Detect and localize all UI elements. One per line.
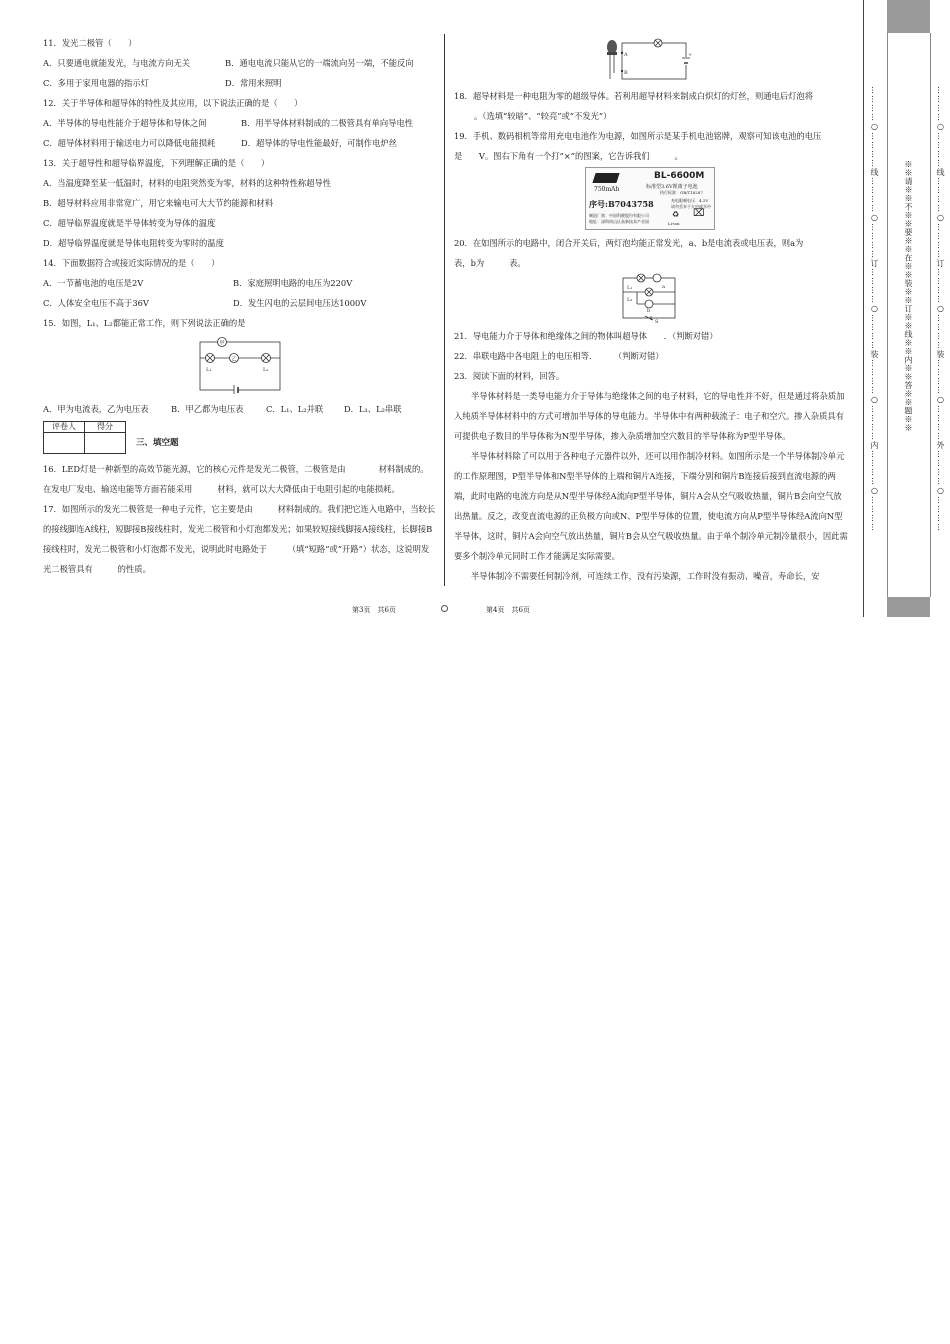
q14-stem: 14．下面数据符合或接近实际情况的是（ ） — [43, 258, 220, 268]
q17-led-circuit-diagram — [600, 35, 695, 85]
q11-stem: 11．发光二极管（ ） — [43, 38, 137, 48]
q20-switch-s: S — [655, 319, 659, 324]
q12-option-b: B．用半导体材料制成的二极管具有单向导电性 — [241, 118, 414, 128]
q17-terminal-a: A — [624, 52, 628, 58]
q17-terminal-b: B — [624, 70, 628, 76]
q17-text: 17．如图所示的发光二极管是一种电子元件，它主要是由 材料制成的。我们把它连入电路中，当较长的接线脚连A线柱，短脚接B接线柱时，发光二极管和小灯泡都发光；如果较短接线脚接A接线柱，长脚接B接线柱时，发光二极管和小灯泡都不发光，说明此时电路处于 （填“短路”或“开路”）状态，这说明发光二极管具有 的性质。 — [43, 504, 436, 574]
q20-lamp-l1: L₁ — [627, 285, 633, 291]
q20-text-line2: 表，b为 表。 — [454, 258, 526, 268]
q13-option-c: C．超导临界温度就是半导体转变为导体的温度 — [43, 218, 216, 228]
q17-battery-plus: + — [688, 52, 693, 58]
q20-meter-a: a — [662, 284, 665, 290]
q13-option-d: D．超导临界温度就是导体电阻转变为零时的温度 — [43, 238, 224, 248]
margin-dotted-line-outer: …………○…………线…………○…………订…………○…………装…………○…………外…………○………… — [936, 85, 945, 532]
q11-option-a: A．只要通电就能发光，与电流方向无关 — [43, 58, 191, 68]
q15-lamp-l1: L₁ — [206, 367, 212, 373]
score-table — [43, 421, 126, 454]
q14-options-row2 — [43, 297, 366, 309]
q11-option-b: B．通电电流只能从它的一端流向另一端，不能反向 — [225, 58, 414, 68]
q23-paragraph-2: 半导体材料除了可以用于各种电子元器件以外，还可以用作制冷材料。如图所示是一个半导体制冷单元的工作原理图，P型半导体和N型半导体的上端和铜片A连接，下端分别和铜片B连接后接到直流电源的两端，此时电路的电流方向是从N型半导体经A流向P型半导体，铜片A会从空气吸收热量，铜片B会向空气放出热量。反之，改变直流电源的正负极方向或N、P型半导体的位置，使电流方向从P型半导体经A流向N型半导体，这时，铜片A会向空气放出热量，铜片B会从空气吸收热量。由于单个制冷单元制冷量很小，因此需要多个制冷单元同时工作才能满足实际需要。 — [454, 451, 848, 561]
footer-circle-icon — [441, 605, 448, 612]
q18-text-line2: 。（选填“较暗”、“较亮”或“不发光”） — [474, 111, 612, 121]
q12-options-row1 — [43, 117, 413, 129]
q18-text-line1: 18．超导材料是一种电阻为零的超级导体。若利用超导材料来制成白炽灯的灯丝，则通电后灯泡将 — [454, 91, 814, 101]
score-table-score-cell — [85, 433, 126, 454]
battery-standard: 执行标准：GB/T18287 — [660, 190, 703, 195]
battery-capacity: 750mAh — [594, 186, 620, 193]
footer-page-right: 第4页 共6页 — [486, 606, 530, 614]
q20-circuit-diagram — [617, 272, 681, 324]
q23-text: 23．阅读下面的材料，回答。 — [454, 371, 565, 381]
section-title-fill-in: 三、填空题 — [136, 438, 179, 448]
q12-option-a: A．半导体的导电性能介于超导体和导体之间 — [43, 118, 207, 128]
margin-warning-text: ※※请※※不※※要※※在※※装※※订※※线※※内※※答※※题※※ — [904, 160, 913, 432]
q19-text-line1: 19．手机、数码相机等常用充电电池作为电源，如图所示是某手机电池铭牌，观察可知该电池的电压 — [454, 131, 822, 141]
q14-option-d: D．发生闪电的云层间电压达1000V — [233, 298, 367, 308]
q14-option-c: C．人体安全电压不高于36V — [43, 298, 149, 308]
column-divider — [444, 34, 445, 586]
footer-page-left: 第3页 共6页 — [352, 606, 396, 614]
battery-serial: 序号:B7043758 — [589, 199, 654, 209]
q12-option-c: C．超导体材料用于输送电力可以降低电能损耗 — [43, 138, 216, 148]
q15-lamp-l2: L₂ — [263, 367, 269, 373]
q13-stem: 13．关于超导性和超导临界温度，下列理解正确的是（ ） — [43, 158, 270, 168]
q11-options-row2 — [43, 77, 281, 89]
q23-paragraph-1: 半导体材料是一类导电能力介于导体与绝缘体之间的电子材料，它的导电性并不好，但是通过将杂质加入纯质半导体材料中的方式可增加半导体的导电能力。半导体中有两种载流子：电子和空穴。掺入杂质具有可提供电子数目的半导体称为N型半导体，掺入杂质增加空穴数目的半导体称为P型半导体。 — [454, 391, 845, 441]
binding-margin — [862, 0, 950, 617]
q20-meter-b: b — [647, 308, 651, 314]
q23-paragraph-3: 半导体制冷不需要任何制冷剂，可连续工作，没有污染源，工作时没有振动、噪音，寿命长，安 — [471, 571, 820, 581]
q20-text-line1: 20．在如图所示的电路中，闭合开关后，两灯泡均能正常发光，a、b是电流表或电压表，则a为 — [454, 238, 804, 248]
q21-text: 21．导电能力介于导体和绝缘体之间的物体叫超导体 ．（判断对错） — [454, 331, 718, 341]
q12-option-d: D．超导体的导电性能最好，可制作电炉丝 — [241, 138, 397, 148]
crossed-bin-icon: ⌧ — [693, 208, 705, 219]
battery-address: 地址：深圳南山区高新技术产业园 — [589, 219, 649, 224]
q15-stem: 15．如图，L₁、L₂都能正常工作，则下列说法正确的是 — [43, 318, 246, 328]
q15-option-b: B．甲乙都为电压表 — [171, 404, 244, 414]
battery-li-ion: Li-ion — [668, 221, 680, 226]
q12-stem: 12．关于半导体和超导体的特性及其应用，以下说法正确的是（ ） — [43, 98, 303, 108]
q15-option-a: A．甲为电流表，乙为电压表 — [43, 404, 149, 414]
recycle-icon: ♻ — [672, 210, 680, 219]
score-table-score-header: 得分 — [85, 422, 126, 433]
q13-option-a: A．当温度降至某一低温时，材料的电阻突然变为零，材料的这种特性称超导性 — [43, 178, 332, 188]
battery-label-image — [585, 167, 715, 230]
q20-lamp-l2: L₂ — [627, 297, 633, 303]
battery-brand-logo — [592, 173, 619, 183]
battery-manufacturer: 制造厂商：中国科健股份有限公司 — [589, 213, 649, 218]
q15-meter-jia: 甲 — [219, 340, 225, 347]
score-table-grader-cell — [44, 433, 85, 454]
q14-option-b: B．家庭照明电路的电压为220V — [233, 278, 353, 288]
q15-options — [43, 403, 402, 415]
battery-note-2: 请勿丢弃于火中或水中 — [671, 204, 711, 209]
q15-option-c: C．L₁、L₂并联 — [266, 404, 324, 414]
q19-text-line2: 是 V。图右下角有一个打“×”的图案，它告诉我们 。 — [454, 151, 683, 161]
margin-inner-line-left — [887, 33, 888, 597]
margin-dotted-line-inner: …………○…………线…………○…………订…………○…………装…………○…………内…………○………… — [870, 85, 879, 532]
q15-circuit-diagram — [196, 334, 286, 394]
q11-option-c: C．多用于家用电器的指示灯 — [43, 78, 149, 88]
margin-grey-top — [887, 0, 930, 33]
q14-option-a: A．一节蓄电池的电压是2V — [43, 278, 144, 288]
q11-options-row1 — [43, 57, 414, 69]
margin-border-line — [863, 0, 864, 617]
battery-type: 标准型3.6V锂离子电池 — [646, 184, 698, 190]
battery-note-1: 充电限制电压：4.2V — [671, 198, 709, 203]
battery-model: BL-6600M — [654, 171, 705, 181]
q15-meter-yi: 乙 — [231, 356, 237, 363]
q12-options-row2 — [43, 137, 397, 149]
q16-text: 16．LED灯是一种新型的高效节能光源，它的核心元件是发光二极管，二极管是由 材料制成的。在发电厂发电、输送电能等方面若能采用 材料，就可以大大降低由于电阻引起的电能损耗。 — [43, 464, 429, 494]
q14-options-row1 — [43, 277, 352, 289]
q22-text: 22．串联电路中各电阻上的电压相等． （判断对错） — [454, 351, 664, 361]
q11-option-d: D．常用来照明 — [225, 78, 282, 88]
score-table-grader-header: 评卷人 — [44, 422, 85, 433]
q13-option-b: B．超导材料应用非常宽广，用它来输电可大大节约能源和材料 — [43, 198, 274, 208]
margin-inner-line-right — [930, 33, 931, 597]
margin-grey-bottom — [887, 597, 930, 617]
q15-option-d: D．L₁、L₂串联 — [344, 404, 402, 414]
